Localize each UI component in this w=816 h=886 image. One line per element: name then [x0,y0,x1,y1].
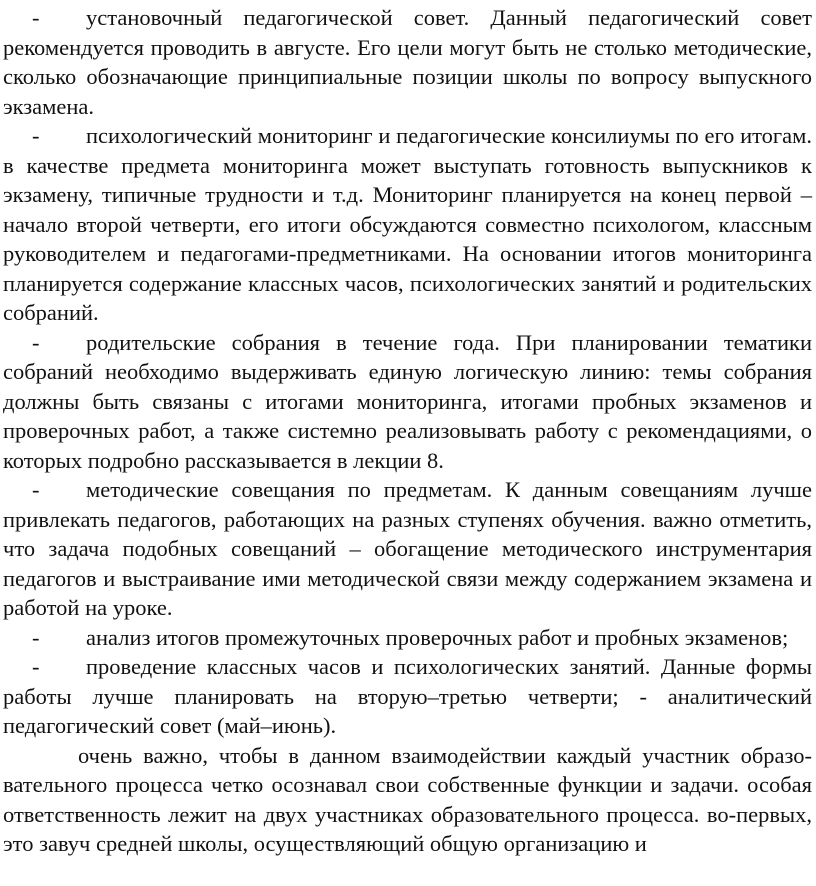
list-item [3,475,812,623]
list-item-text: родительские собрания в течение года. При планировании тематики собраний необходимо выдерживать единую логическую линию: темы собрания должны быть связаны с итогами мониторинга, итогами пробных экзаменов и проверочных работ, а также системно реализовывать работу с рекомендациями, о которых подробно рассказывается в лекции 8. [3,329,812,473]
list-item [3,3,812,121]
list-bullet: - [32,329,40,355]
list-item [3,121,812,328]
list-bullet: - [32,123,40,148]
list-bullet: - [32,654,40,679]
list-item [3,623,812,653]
list-item-text: проведение классных часов и психологических занятий. Данные формы работы лучше планировать на вторую–третью четверти; - аналитический педагогический совет (май–июнь). [3,654,812,738]
list-bullet: - [32,5,40,30]
list-item-text: установочный педагогической совет. Данный педагогический совет рекомендуется проводить в августе. Его цели могут быть не столько методические, сколько обозначающие принципиальные позиции школы по вопросу выпускного экзамена. [3,5,812,119]
list-item [3,328,812,476]
list-item-text: методические совещания по предметам. К данным совещаниям лучше привлекать педагогов, работающих на разных ступенях обучения. важно отметить, что задача подобных совещаний – обогащение методического инструментария педагогов и выстраивание ими методической связи между содержанием экзамена и работой на уроке. [3,477,812,620]
list-item-text: анализ итогов промежуточных проверочных работ и пробных экзаменов; [86,624,789,650]
list-bullet: - [32,624,40,650]
list-item-text: психологический мониторинг и педагогические консилиумы по его итогам. в качестве предмета мониторинга может выступать готовность выпускников к экзамену, типичные трудности и т.д. Мониторинг планируется на конец первой – начало второй четверти, его итоги обсуждаются совместно психологом, классным руководителем и педагогами-предметниками. На основании итогов мониторинга планируется содержание классных часов, психологических занятий и родительских собраний. [3,123,812,325]
list-item [3,652,812,741]
list-bullet: - [32,477,40,502]
closing-paragraph: очень важно, чтобы в данном взаимодействии каждый участник образо-вательного процесса четко осознавал свои собственные функции и задачи. особая ответственность лежит на двух участниках образовательного процесса. во-первых, это завуч средней школы, осуществляющий общую организацию и [3,742,812,856]
